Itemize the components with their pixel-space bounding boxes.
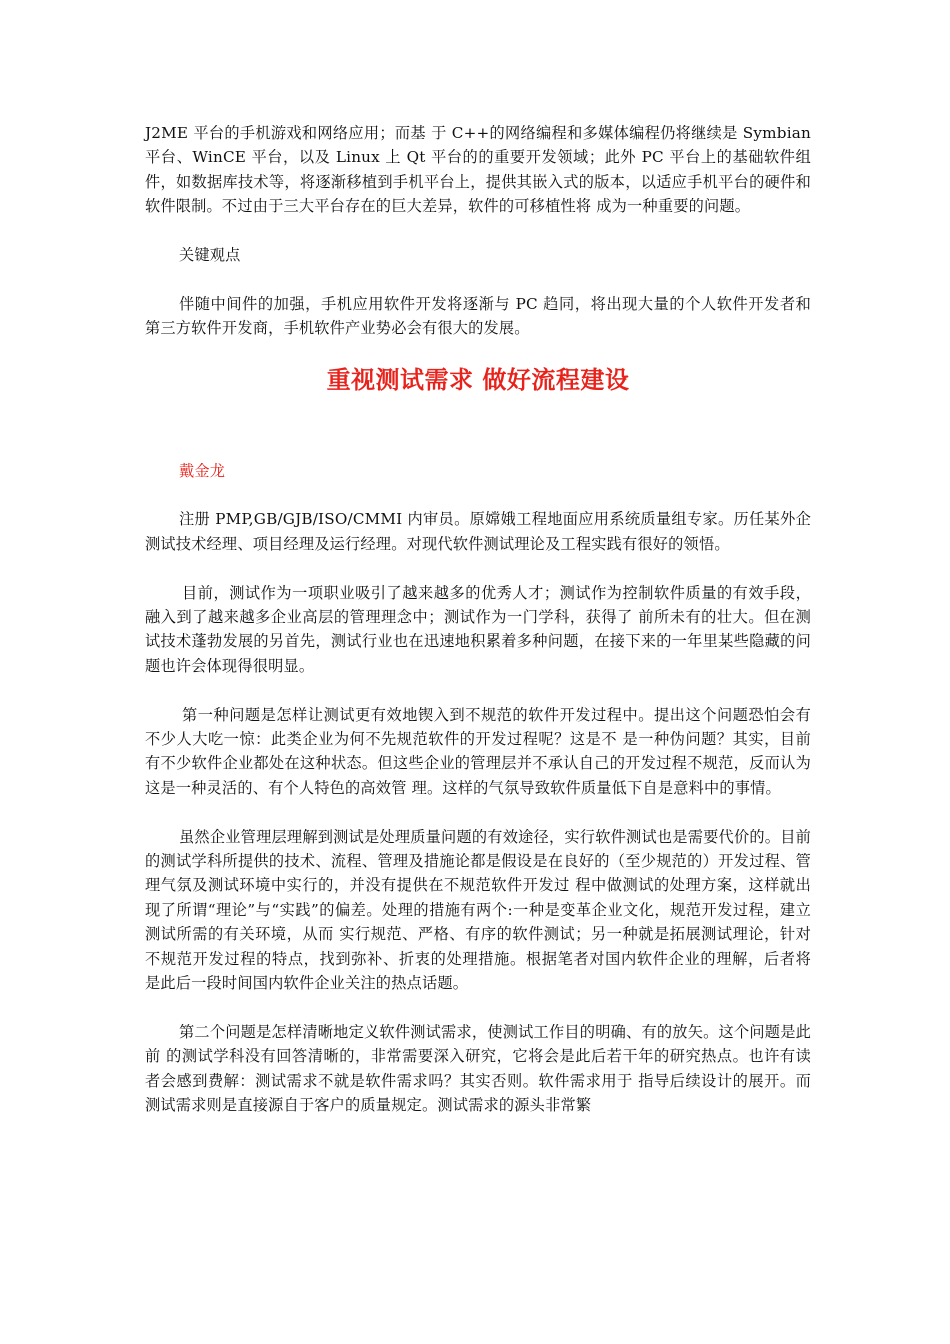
paragraph-author-bio: 注册 PMP,GB/GJB/ISO/CMMI 内审员。原嫦娥工程地面应用系统质量组专家。历任某外企测试技术经理、项目经理及运行经理。对现代软件测试理论及工程实践有很好的领悟。: [145, 510, 811, 553]
article-title: 重视测试需求 做好流程建设: [326, 365, 630, 395]
paragraph-problem-one-cont: 虽然企业管理层理解到测试是处理质量问题的有效途径，实行软件测试也是需要代价的。目前的测试学科所提供的技术、流程、管理及措施论都是假设是在良好的（至少规范的）开发过程、管理气氛及测试环境中实行的，并没有提供在不规范软件开发过 程中做测试的处理方案，这样就出现了所谓“理论”与“实践”的偏差。处理的措施有两个:一种是变革企业文化，规范开发过程，建立测试所需的有关环境，从而 实行规范、严格、有序的软件测试；另一种就是拓展测试理论，针对不规范开发过程的特点，找到弥补、折衷的处理措施。根据笔者对国内软件企业的理解，后者将 是此后一段时间国内软件企业关注的热点话题。: [145, 827, 811, 993]
paragraph-problem-one: 第一种问题是怎样让测试更有效地锲入到不规范的软件开发过程中。提出这个问题恐怕会有不少人大吃一惊：此类企业为何不先规范软件的开发过程呢？这是不 是一种伪问题？其实，目前有不少软件企业都处在这种状态。但这些企业的管理层并不承认自己的开发过程不规范，反而认为这是一种灵活的、有个人特色的高效管 理。这样的气氛导致软件质量低下自是意料中的事情。: [145, 705, 811, 797]
paragraph-key-point: 伴随中间件的加强，手机应用软件开发将逐渐与 PC 趋同，将出现大量的个人软件开发者和第三方软件开发商，手机软件产业势必会有很大的发展。: [145, 294, 811, 338]
paragraph-intro: 目前，测试作为一项职业吸引了越来越多的优秀人才；测试作为控制软件质量的有效手段，融入到了越来越多企业高层的管理理念中；测试作为一门学科，获得了 前所未有的壮大。但在测试技术蓬勃发展的另首先，测试行业也在迅速地积累着多种问题，在接下来的一年里某些隐藏的问题也许会体现得很明显。: [145, 583, 811, 675]
section-heading: 关键观点: [179, 246, 241, 265]
paragraph-problem-two: 第二个问题是怎样清晰地定义软件测试需求，使测试工作目的明确、有的放矢。这个问题是此前 的测试学科没有回答清晰的，非常需要深入研究，它将会是此后若干年的研究热点。也许有读者会感到费解：测试需求不就是软件需求吗？其实否则。软件需求用于 指导后续设计的展开。而测试需求则是直接源自于客户的质量规定。测试需求的源头非常繁: [145, 1022, 811, 1115]
paragraph-platforms: J2ME 平台的手机游戏和网络应用；而基 于 C++的网络编程和多媒体编程仍将继续是 Symbian 平台、WinCE 平台，以及 Linux 上 Qt 平台的的重要开发领域；此外 PC 平台上的基础软件组 件，如数据库技术等，将逐渐移植到手机平台上，提供其嵌入式的版本，以适应手机平台的硬件和软件限制。不过由于三大平台存在的巨大差异，软件的可移植性将 成为一种重要的问题。: [145, 124, 811, 216]
author-name: 戴金龙: [179, 462, 226, 481]
document-page: [145, 121, 811, 1142]
